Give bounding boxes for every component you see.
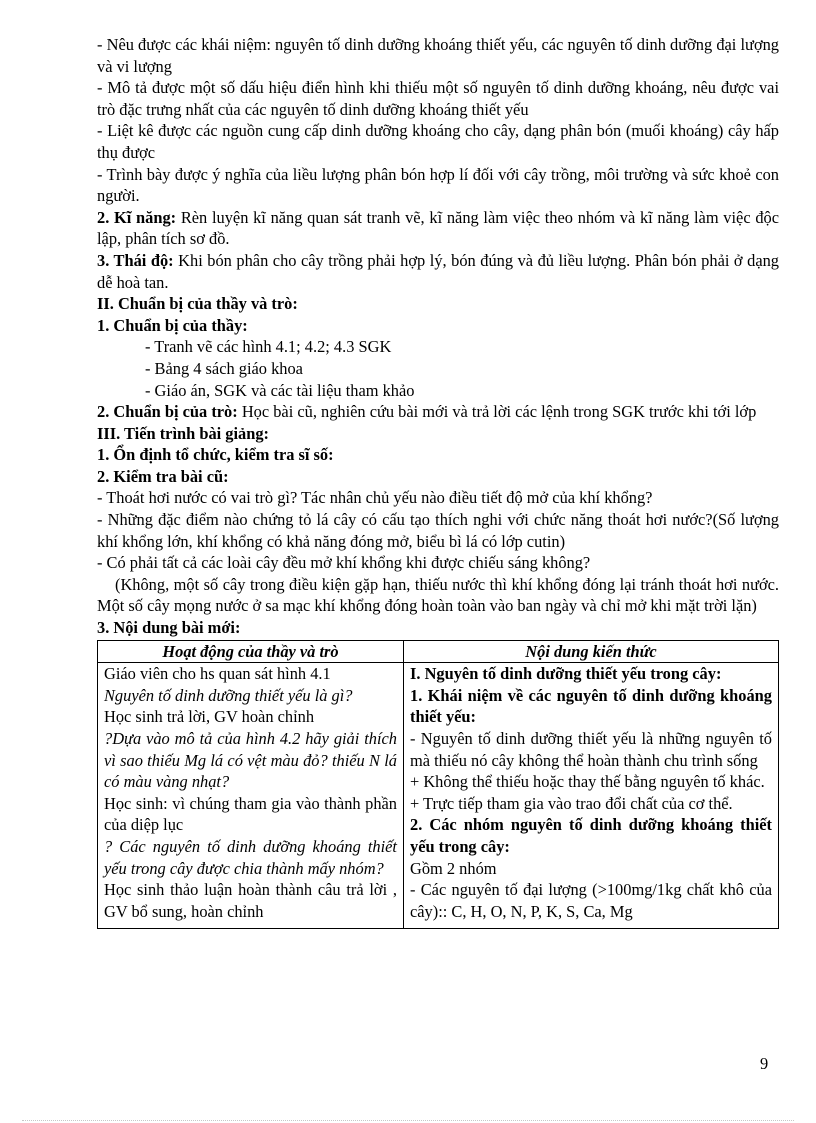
skills-label: 2. Kĩ năng: [97, 207, 177, 227]
teacher-item-1: - Tranh vẽ các hình 4.1; 4.2; 4.3 SGK [145, 337, 392, 357]
organization-heading: 1. Ổn định tổ chức, kiểm tra sĩ số: [97, 445, 334, 465]
section2-heading: II. Chuẩn bị của thầy và trò: [97, 294, 298, 314]
teacher-prep-heading: 1. Chuẩn bị của thầy: [97, 315, 248, 335]
content-line-3: - Nguyên tố dinh dưỡng thiết yếu là những nguyên tố mà thiếu nó cây không thể hoàn thành chu trình sống [410, 729, 772, 770]
teacher-item-3: - Giáo án, SGK và các tài liệu tham khảo [145, 380, 415, 400]
content-line-2: 1. Khái niệm về các nguyên tố dinh dưỡng khoáng thiết yếu: [410, 685, 772, 727]
review-question-3: - Có phải tất cả các loài cây đều mở khí khổng khi được chiếu sáng không? [97, 553, 591, 573]
review-answer: (Không, một số cây trong điều kiện gặp hạn, thiếu nước thì khí khổng đóng lại tránh thoát hơi nước. Một số cây mọng nước ở sa mạc khí khổng đóng hoàn toàn vào ban ngày và chỉ mở khi mặt trời lặn) [97, 574, 779, 616]
teacher-item-2: - Bảng 4 sách giáo khoa [145, 358, 303, 378]
page-number: 9 [760, 1054, 769, 1073]
content-cell [404, 663, 779, 929]
activity-line-3: Học sinh trả lời, GV hoàn chỉnh [104, 707, 315, 727]
activity-line-7: Học sinh thảo luận hoàn thành câu trả lời , GV bổ sung, hoàn chỉnh [104, 880, 397, 921]
content-line-8: - Các nguyên tố đại lượng (>100mg/1kg chất khô của cây):: C, H, O, N, P, K, S, Ca, Mg [410, 880, 772, 921]
review-question-2: - Những đặc điểm nào chứng tỏ lá cây có cấu tạo thích nghi với chức năng thoát hơi nước?(Số lượng khí khổng lớn, khí khổng có khả năng đóng mở, biểu bì lá có lớp cutin) [97, 510, 779, 551]
activity-line-4: ?Dựa vào mô tả của hình 4.2 hãy giải thích vì sao thiếu Mg lá có vệt màu đỏ? thiếu N lá có màu vàng nhạt? [104, 729, 397, 792]
attitude-paragraph [97, 250, 779, 293]
skills-text: Rèn luyện kĩ năng quan sát tranh vẽ, kĩ năng làm việc theo nhóm và kĩ năng làm việc độc lập, phân tích sơ đồ. [97, 207, 779, 249]
objective-4: - Trình bày được ý nghĩa của liều lượng phân bón hợp lí đối với cây trồng, môi trường và sức khoẻ con người. [97, 164, 779, 206]
content-line-4: + Không thể thiếu hoặc thay thế bằng nguyên tố khác. [410, 772, 765, 792]
header-activities: Hoạt động của thầy và trò [98, 640, 404, 663]
objective-1: - Nêu được các khái niệm: nguyên tố dinh dưỡng khoáng thiết yếu, các nguyên tố dinh dưỡng đại lượng và vi lượng [97, 35, 779, 76]
content-line-7: Gồm 2 nhóm [410, 858, 497, 878]
table-row [98, 663, 779, 929]
student-prep-text: Học bài cũ, nghiên cứu bài mới và trả lời các lệnh trong SGK trước khi tới lớp [237, 402, 757, 422]
objective-3: - Liệt kê được các nguồn cung cấp dinh dưỡng khoáng cho cây, dạng phân bón (muối khoáng) cây hấp thụ được [97, 121, 779, 162]
attitude-text: Khi bón phân cho cây trồng phải hợp lý, bón đúng và đủ liều lượng. Phân bón phải ở dạng dễ hoà tan. [97, 250, 779, 292]
student-prep-label: 2. Chuẩn bị của trò: [97, 402, 238, 422]
document-page [97, 34, 779, 929]
objective-2: - Mô tả được một số dấu hiệu điển hình khi thiếu một số nguyên tố dinh dưỡng khoáng, nêu được vai trò đặc trưng nhất của các nguyên tố dinh dưỡng khoáng thiết yếu [97, 78, 779, 119]
activity-line-2: Nguyên tố dinh dưỡng thiết yếu là gì? [104, 685, 353, 705]
content-line-1: I. Nguyên tố dinh dưỡng thiết yếu trong cây: [410, 664, 722, 684]
header-content: Nội dung kiến thức [404, 640, 779, 663]
skills-paragraph [97, 207, 779, 250]
review-question-1: - Thoát hơi nước có vai trò gì? Tác nhân chủ yếu nào điều tiết độ mở của khí khổng? [97, 488, 653, 508]
footer-dotted-line [22, 1120, 794, 1121]
content-line-5: + Trực tiếp tham gia vào trao đổi chất của cơ thể. [410, 793, 733, 813]
new-content-heading: 3. Nội dung bài mới: [97, 618, 241, 638]
content-line-6: 2. Các nhóm nguyên tố dinh dưỡng khoáng thiết yếu trong cây: [410, 815, 772, 856]
lesson-table [97, 640, 779, 930]
activities-cell [98, 663, 404, 929]
review-heading: 2. Kiểm tra bài cũ: [97, 466, 229, 486]
attitude-label: 3. Thái độ: [97, 250, 174, 270]
activity-line-6: ? Các nguyên tố dinh dưỡng khoáng thiết yếu trong cây được chia thành mấy nhóm? [104, 836, 397, 878]
table-header-row [98, 640, 779, 663]
activity-line-1: Giáo viên cho hs quan sát hình 4.1 [104, 664, 331, 684]
section3-heading: III. Tiến trình bài giảng: [97, 423, 270, 443]
activity-line-5: Học sinh: vì chúng tham gia vào thành phần của diệp lục [104, 793, 397, 835]
student-prep-paragraph [97, 401, 779, 423]
